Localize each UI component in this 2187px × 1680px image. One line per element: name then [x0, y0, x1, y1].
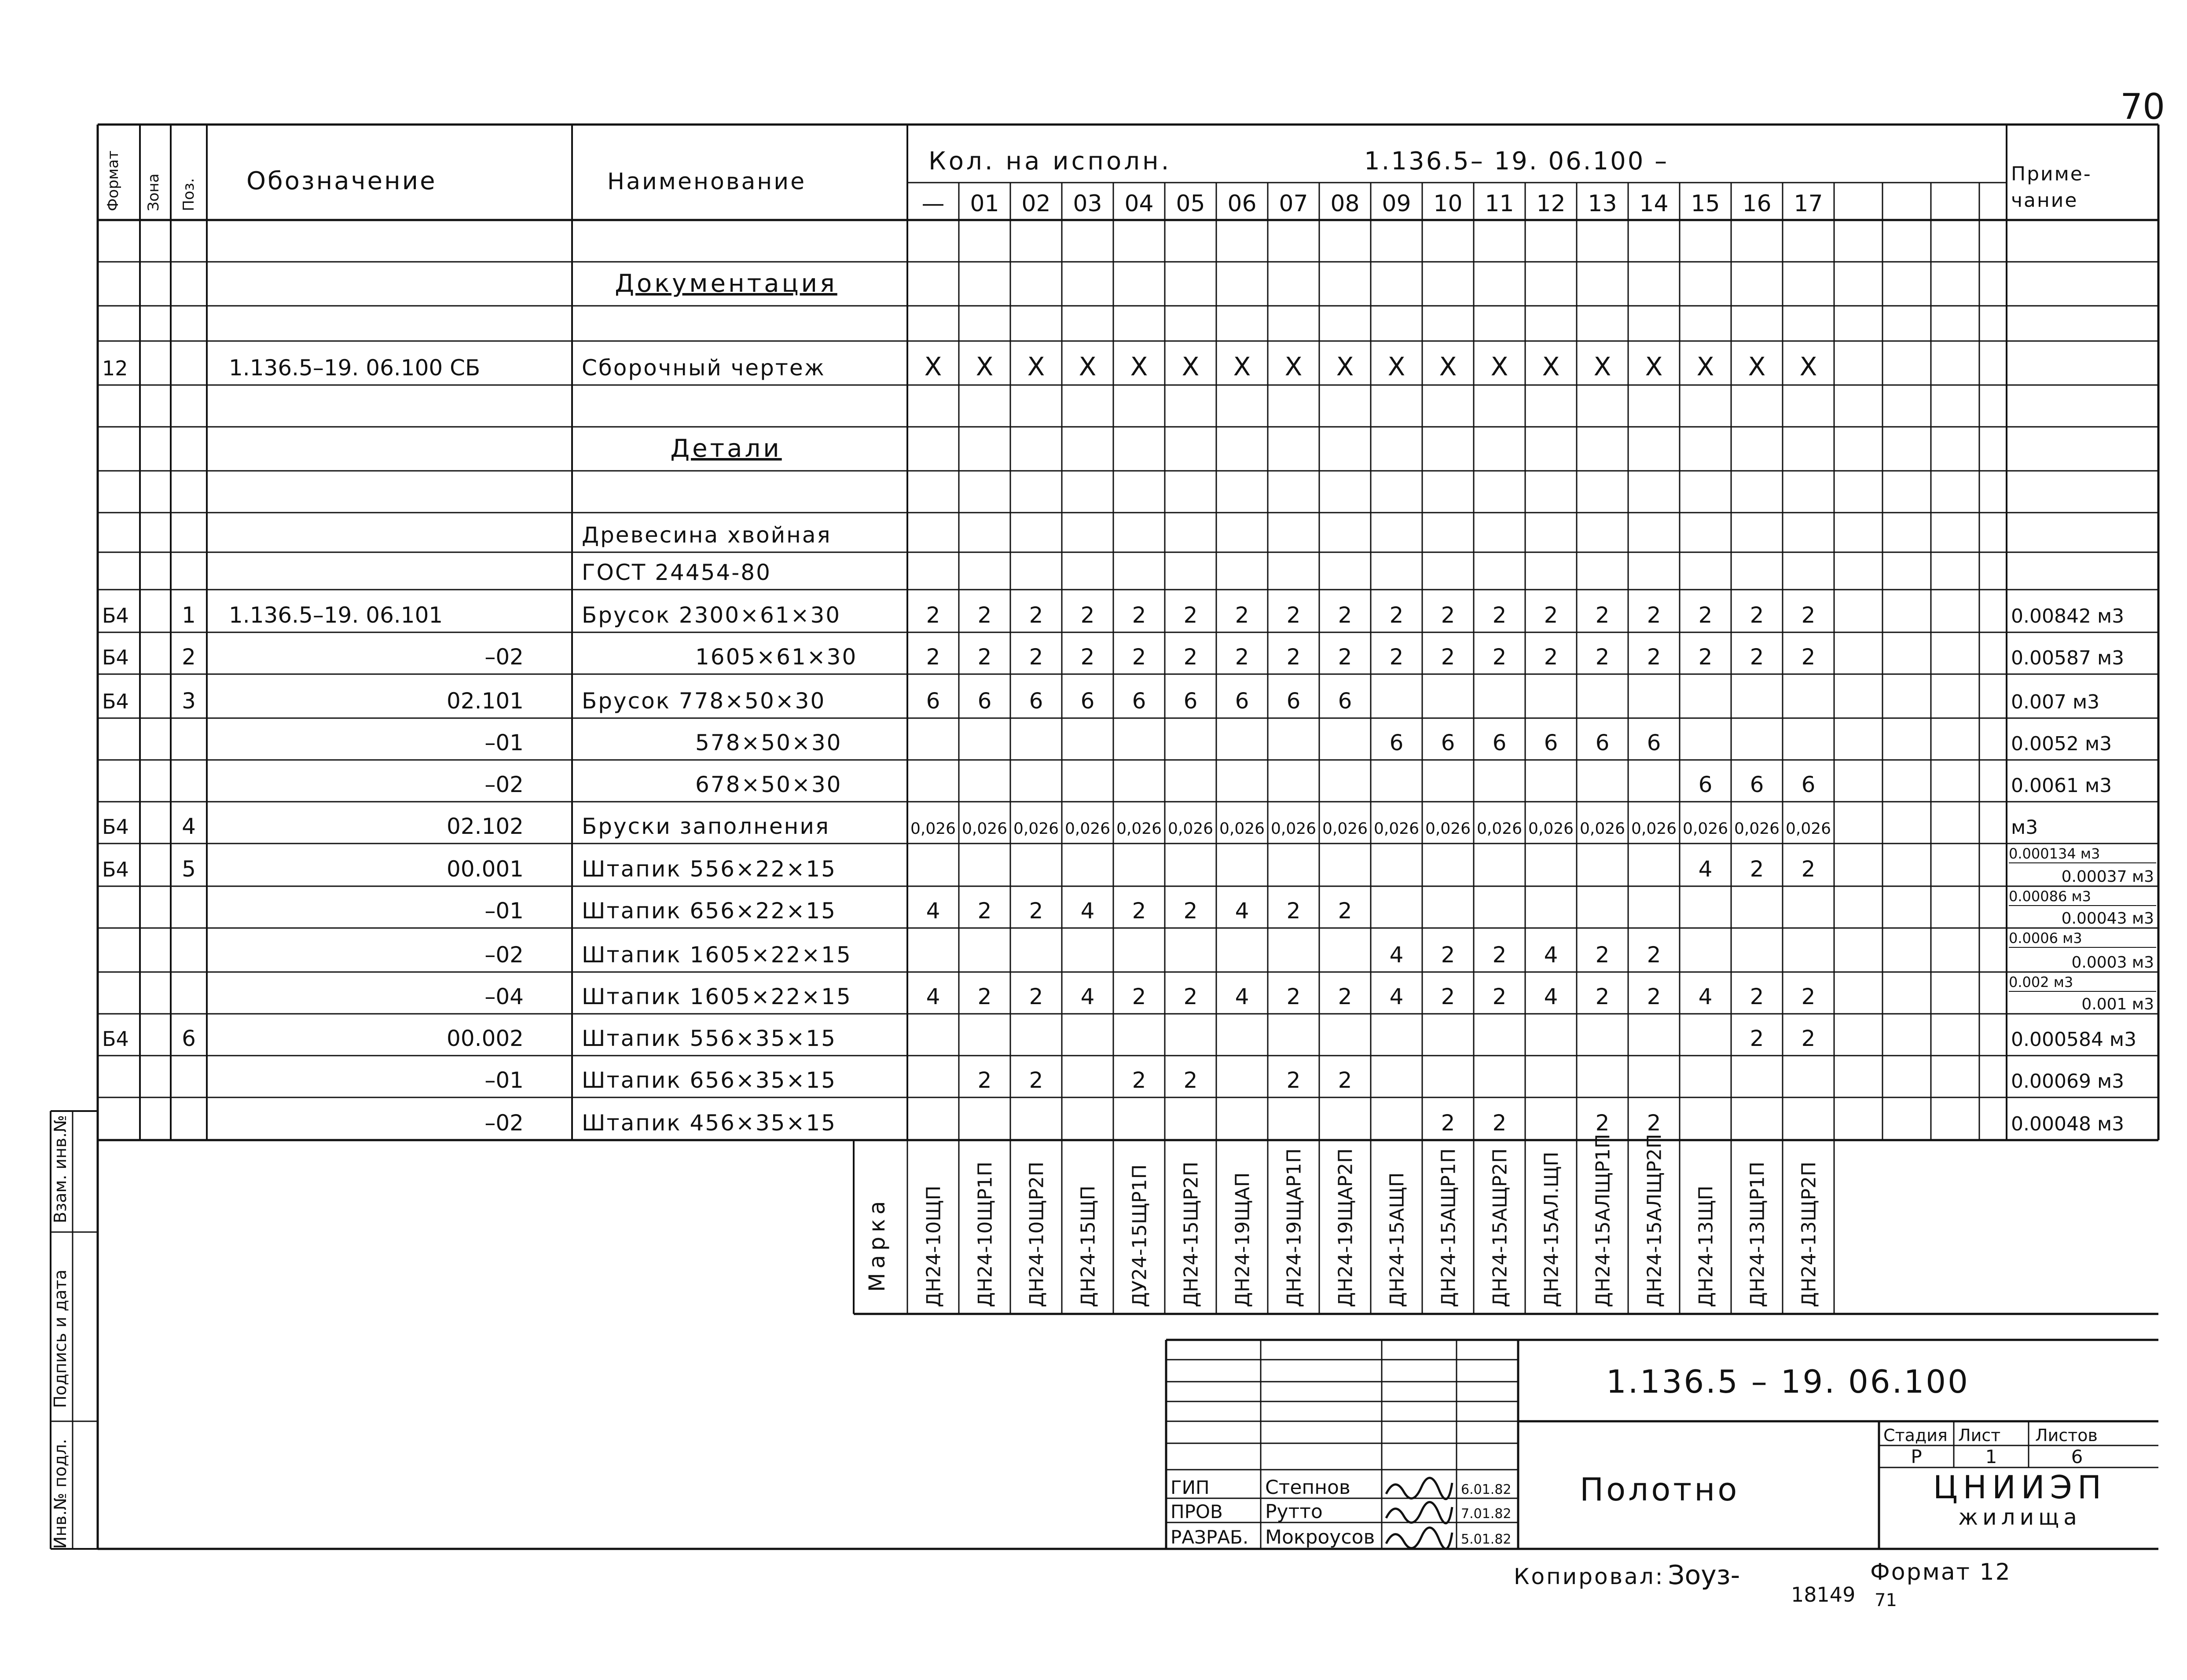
- qty-cell: 0,026: [1322, 820, 1368, 838]
- qty-cell: 2: [1647, 942, 1661, 968]
- header-format: Формат: [104, 150, 122, 211]
- qty-cell: X: [1799, 352, 1817, 381]
- qty-cell: 2: [1183, 602, 1198, 628]
- variant-header: 17: [1794, 191, 1823, 217]
- qty-cell: 0,026: [1631, 820, 1677, 838]
- row-designation: 00.002: [447, 1026, 524, 1051]
- row-designation: –02: [484, 772, 524, 797]
- row-name: Древесина хвойная: [582, 522, 832, 548]
- qty-cell: 2: [1183, 644, 1198, 670]
- marka-value: ДН24-15АЛЩР1П: [1592, 1133, 1615, 1307]
- row-designation: –01: [484, 898, 524, 924]
- qty-cell: 6: [1029, 688, 1043, 714]
- variant-header: 02: [1021, 191, 1051, 217]
- row-format: Б4: [102, 1027, 129, 1051]
- margin-label: Подпись и дата: [51, 1269, 70, 1408]
- row-name: 578×50×30: [695, 730, 842, 756]
- qty-cell: 6: [1492, 730, 1507, 756]
- qty-cell: 4: [1235, 984, 1249, 1009]
- qty-cell: X: [1079, 352, 1097, 381]
- qty-cell: 2: [1492, 644, 1507, 670]
- qty-cell: 2: [1595, 1110, 1610, 1136]
- staff-date: 5.01.82: [1461, 1532, 1512, 1547]
- qty-cell: 2: [1595, 942, 1610, 968]
- marka-value: ДН24-13ЩП: [1695, 1185, 1717, 1307]
- row-designation: 02.102: [447, 814, 524, 839]
- variant-header: 04: [1124, 191, 1154, 217]
- qty-cell: 6: [977, 688, 992, 714]
- row-designation: –02: [484, 1110, 524, 1136]
- qty-cell: 2: [1647, 644, 1661, 670]
- signature-icon: [1386, 1528, 1452, 1549]
- qty-cell: 2: [1750, 602, 1764, 628]
- row-format: Б4: [102, 815, 129, 839]
- qty-cell: 6: [1595, 730, 1610, 756]
- qty-cell: 2: [977, 898, 992, 924]
- row-note: 0.0052 м3: [2011, 733, 2112, 755]
- qty-cell: 2: [1595, 644, 1610, 670]
- qty-cell: X: [1645, 352, 1663, 381]
- qty-cell: 2: [1338, 602, 1352, 628]
- qty-cell: 2: [1029, 898, 1043, 924]
- qty-cell: 6: [1338, 688, 1352, 714]
- row-pos: 4: [182, 814, 196, 839]
- footer-copied-sign: Зоуз-: [1668, 1560, 1740, 1591]
- marka-value: ДН24-15ЩП: [1077, 1185, 1100, 1307]
- qty-cell: 0,026: [1734, 820, 1780, 838]
- qty-cell: 2: [1492, 984, 1507, 1009]
- row-name: 1605×61×30: [695, 644, 858, 670]
- title-sheets-label: Листов: [2035, 1426, 2098, 1445]
- qty-cell: 2: [1750, 1026, 1764, 1051]
- qty-cell: X: [1490, 352, 1508, 381]
- row-designation: 02.101: [447, 688, 524, 714]
- row-note: 0.0061 м3: [2011, 774, 2112, 797]
- row-note-lower: 0.0003 м3: [2071, 954, 2154, 972]
- row-name: Бруски заполнения: [582, 814, 830, 839]
- qty-cell: 2: [1801, 984, 1816, 1009]
- qty-cell: X: [1696, 352, 1714, 381]
- qty-cell: 6: [926, 688, 940, 714]
- marka-value: ДН24-15АЩР1П: [1437, 1148, 1460, 1307]
- variant-header: 13: [1588, 191, 1617, 217]
- staff-name: Мокроусов: [1265, 1526, 1375, 1548]
- variant-header: 16: [1742, 191, 1772, 217]
- staff-role: ПРОВ: [1171, 1501, 1223, 1522]
- marka-value: ДН24-19ЩАР1П: [1283, 1148, 1306, 1307]
- qty-cell: 0,026: [1116, 820, 1162, 838]
- row-name: ГОСТ 24454-80: [582, 560, 771, 585]
- row-designation: –02: [484, 644, 524, 670]
- row-note: 0.00069 м3: [2011, 1070, 2125, 1093]
- header-designation: Обозначение: [246, 167, 437, 195]
- qty-cell: X: [1748, 352, 1766, 381]
- signature-icon: [1386, 1478, 1452, 1499]
- qty-cell: 2: [1389, 644, 1404, 670]
- org-name: ЦНИИЭП: [1933, 1469, 2107, 1506]
- qty-cell: 2: [1441, 942, 1455, 968]
- qty-cell: 2: [1750, 984, 1764, 1009]
- variant-header: 08: [1330, 191, 1360, 217]
- qty-cell: X: [1439, 352, 1457, 381]
- qty-cell: 0,026: [1064, 820, 1111, 838]
- qty-cell: 2: [1183, 1067, 1198, 1093]
- section-title: Детали: [670, 434, 782, 463]
- qty-cell: 6: [1698, 772, 1713, 797]
- row-note-upper: 0.000134 м3: [2009, 845, 2100, 862]
- qty-cell: 2: [1286, 644, 1301, 670]
- qty-cell: 2: [1750, 856, 1764, 882]
- qty-cell: 0,026: [1579, 820, 1626, 838]
- header-note: чание: [2011, 189, 2078, 212]
- qty-cell: 2: [1132, 644, 1146, 670]
- marka-value: ДН24-19ЩАП: [1231, 1172, 1254, 1307]
- qty-cell: X: [1027, 352, 1045, 381]
- qty-cell: X: [1233, 352, 1251, 381]
- row-note-upper: 0.00086 м3: [2009, 888, 2091, 905]
- title-stage: Р: [1911, 1446, 1922, 1467]
- row-note: 0.00587 м3: [2011, 647, 2125, 669]
- qty-cell: 2: [977, 1067, 992, 1093]
- title-name: Полотно: [1580, 1471, 1740, 1508]
- qty-cell: 2: [1338, 644, 1352, 670]
- qty-cell: 2: [1029, 1067, 1043, 1093]
- org-subtitle: жилища: [1958, 1504, 2081, 1530]
- footer-format: Формат 12: [1870, 1559, 2011, 1585]
- qty-cell: 2: [1080, 644, 1095, 670]
- row-note-upper: 0.0006 м3: [2009, 930, 2082, 946]
- header-zone: Зона: [145, 173, 162, 211]
- qty-cell: 0,026: [1425, 820, 1471, 838]
- qty-cell: 2: [977, 602, 992, 628]
- variant-header: 01: [970, 191, 999, 217]
- qty-cell: 0,026: [1013, 820, 1059, 838]
- row-note-lower: 0.00037 м3: [2061, 868, 2154, 886]
- marka-value: ДН24-10ЩР1П: [974, 1161, 997, 1307]
- qty-cell: 4: [1080, 984, 1095, 1009]
- row-pos: 2: [182, 644, 196, 670]
- qty-cell: 2: [1750, 644, 1764, 670]
- qty-cell: 2: [1492, 942, 1507, 968]
- qty-cell: 6: [1544, 730, 1558, 756]
- title-sheets: 6: [2071, 1446, 2083, 1467]
- row-note: м3: [2011, 816, 2038, 839]
- row-format: Б4: [102, 858, 129, 881]
- qty-cell: 4: [926, 984, 940, 1009]
- marka-value: ДН24-13ЩР2П: [1798, 1161, 1820, 1307]
- row-pos: 5: [182, 856, 196, 882]
- variant-header: 03: [1073, 191, 1102, 217]
- row-note: 0.00842 м3: [2011, 605, 2125, 627]
- variant-header: —: [921, 191, 945, 217]
- row-note-lower: 0.00043 м3: [2061, 910, 2154, 928]
- row-note: 0.00048 м3: [2011, 1113, 2125, 1135]
- qty-cell: 4: [1080, 898, 1095, 924]
- qty-cell: 2: [1441, 1110, 1455, 1136]
- qty-cell: 0,026: [1219, 820, 1265, 838]
- qty-cell: 2: [1595, 984, 1610, 1009]
- marka-value: ДН24-10ЩП: [922, 1185, 945, 1307]
- marka-value: ДН24-15АЩП: [1386, 1172, 1409, 1307]
- title-stage-label: Стадия: [1883, 1426, 1948, 1445]
- qty-cell: 4: [1698, 856, 1713, 882]
- qty-cell: 6: [1132, 688, 1146, 714]
- qty-cell: X: [1130, 352, 1148, 381]
- row-designation: 1.136.5–19. 06.100 СБ: [229, 355, 481, 381]
- row-format: Б4: [102, 604, 129, 627]
- qty-cell: 0,026: [910, 820, 956, 838]
- variant-header: 07: [1279, 191, 1308, 217]
- qty-cell: 2: [1647, 1110, 1661, 1136]
- row-note: 0.000584 м3: [2011, 1028, 2137, 1051]
- qty-cell: 2: [1801, 856, 1816, 882]
- header-note: Приме-: [2011, 163, 2092, 185]
- row-format: Б4: [102, 646, 129, 669]
- qty-cell: 2: [1286, 898, 1301, 924]
- qty-cell: 2: [1132, 898, 1146, 924]
- marka-value: ДН24-10ЩР2П: [1025, 1161, 1048, 1307]
- qty-cell: X: [1387, 352, 1405, 381]
- variant-header: 10: [1433, 191, 1463, 217]
- qty-cell: 2: [1544, 602, 1558, 628]
- qty-cell: 2: [1441, 984, 1455, 1009]
- qty-cell: 2: [1029, 984, 1043, 1009]
- qty-cell: 2: [1235, 602, 1249, 628]
- qty-cell: 2: [1286, 1067, 1301, 1093]
- marka-value: ДН24-15АЛЩР2П: [1643, 1133, 1666, 1307]
- qty-cell: 2: [926, 602, 940, 628]
- qty-cell: 0,026: [1167, 820, 1214, 838]
- margin-label: Взам. инв.№: [51, 1115, 70, 1223]
- qty-cell: X: [976, 352, 994, 381]
- row-name: Штапик 456×35×15: [582, 1110, 837, 1136]
- qty-cell: 2: [1338, 898, 1352, 924]
- variant-header: 06: [1227, 191, 1257, 217]
- qty-cell: 2: [1698, 644, 1713, 670]
- variant-header: 11: [1485, 191, 1514, 217]
- row-name: Штапик 556×35×15: [582, 1026, 837, 1051]
- staff-name: Степнов: [1265, 1476, 1350, 1499]
- row-designation: –01: [484, 730, 524, 756]
- qty-cell: 0,026: [1785, 820, 1831, 838]
- qty-cell: 6: [1801, 772, 1816, 797]
- qty-cell: 2: [1235, 644, 1249, 670]
- row-designation: –04: [484, 984, 524, 1009]
- row-name: Брусок 778×50×30: [582, 688, 826, 714]
- row-format: Б4: [102, 690, 129, 713]
- marka-value: ДУ24-15ЩР1П: [1128, 1164, 1151, 1307]
- row-pos: 3: [182, 688, 196, 714]
- qty-cell: 2: [1544, 644, 1558, 670]
- staff-date: 6.01.82: [1461, 1482, 1512, 1497]
- qty-cell: 2: [1492, 602, 1507, 628]
- header-pos: Поз.: [180, 178, 198, 211]
- table-content: [51, 86, 2165, 1610]
- variant-header: 05: [1176, 191, 1205, 217]
- qty-cell: 2: [1595, 602, 1610, 628]
- qty-cell: 0,026: [961, 820, 1008, 838]
- qty-cell: 0,026: [1270, 820, 1317, 838]
- header-qty-designation: 1.136.5– 19. 06.100 –: [1364, 147, 1669, 176]
- row-name: Штапик 1605×22×15: [582, 984, 852, 1009]
- qty-cell: 6: [1080, 688, 1095, 714]
- marka-value: ДН24-19ЩАР2П: [1334, 1148, 1357, 1307]
- qty-cell: 4: [926, 898, 940, 924]
- qty-cell: 6: [1750, 772, 1764, 797]
- title-sheet: 1: [1985, 1446, 1997, 1467]
- qty-cell: 4: [1235, 898, 1249, 924]
- marka-value: ДН24-15АЛ.ЩП: [1540, 1152, 1563, 1307]
- staff-role: ГИП: [1171, 1477, 1210, 1498]
- marka-value: ДН24-15АЩР2П: [1489, 1148, 1512, 1307]
- qty-cell: 2: [977, 984, 992, 1009]
- qty-cell: 4: [1389, 984, 1404, 1009]
- row-note: 0.007 м3: [2011, 691, 2100, 713]
- qty-cell: 2: [1286, 602, 1301, 628]
- qty-cell: 6: [1183, 688, 1198, 714]
- qty-cell: 2: [1492, 1110, 1507, 1136]
- marka-label: Марка: [864, 1196, 890, 1292]
- staff-date: 7.01.82: [1461, 1506, 1512, 1522]
- title-sheet-label: Лист: [1958, 1426, 2001, 1445]
- row-designation: –01: [484, 1067, 524, 1093]
- qty-cell: 6: [1389, 730, 1404, 756]
- row-format: 12: [102, 356, 128, 380]
- row-name: Сборочный чертеж: [582, 355, 826, 381]
- footer-number: 18149: [1791, 1583, 1856, 1607]
- qty-cell: 4: [1698, 984, 1713, 1009]
- staff-name: Рутто: [1265, 1500, 1323, 1523]
- qty-cell: 0,026: [1528, 820, 1574, 838]
- footer-number2: 71: [1875, 1590, 1897, 1610]
- qty-cell: 2: [1647, 984, 1661, 1009]
- qty-cell: 2: [1286, 984, 1301, 1009]
- footer-copied-label: Копировал:: [1514, 1564, 1665, 1589]
- qty-cell: 2: [1132, 602, 1146, 628]
- qty-cell: X: [1542, 352, 1560, 381]
- qty-cell: X: [1182, 352, 1200, 381]
- row-designation: 00.001: [447, 856, 524, 882]
- row-designation: –02: [484, 942, 524, 968]
- qty-cell: 2: [1801, 602, 1816, 628]
- qty-cell: 2: [1029, 644, 1043, 670]
- row-note-lower: 0.001 м3: [2081, 995, 2154, 1013]
- row-note-upper: 0.002 м3: [2009, 974, 2073, 990]
- margin-label: Инв.№ подл.: [51, 1438, 70, 1549]
- qty-cell: 2: [1183, 898, 1198, 924]
- qty-cell: 2: [977, 644, 992, 670]
- row-name: 678×50×30: [695, 772, 842, 797]
- qty-cell: 6: [1647, 730, 1661, 756]
- row-pos: 1: [182, 602, 196, 628]
- qty-cell: 2: [1338, 1067, 1352, 1093]
- header-qty-label: Кол. на исполн.: [928, 147, 1172, 176]
- row-pos: 6: [182, 1026, 196, 1051]
- qty-cell: 2: [1441, 644, 1455, 670]
- qty-cell: 4: [1389, 942, 1404, 968]
- qty-cell: 2: [1801, 1026, 1816, 1051]
- qty-cell: X: [1284, 352, 1303, 381]
- marka-value: ДН24-13ЩР1П: [1746, 1161, 1769, 1307]
- section-title: Документация: [615, 269, 837, 298]
- title-designation: 1.136.5 – 19. 06.100: [1606, 1363, 1970, 1400]
- qty-cell: 0,026: [1682, 820, 1728, 838]
- qty-cell: 6: [1286, 688, 1301, 714]
- signature-icon: [1386, 1502, 1452, 1523]
- qty-cell: 2: [1132, 1067, 1146, 1093]
- header-name: Наименование: [607, 169, 807, 195]
- variant-header: 12: [1536, 191, 1566, 217]
- qty-cell: X: [924, 352, 942, 381]
- qty-cell: 4: [1544, 942, 1558, 968]
- row-name: Штапик 1605×22×15: [582, 942, 852, 968]
- qty-cell: 0,026: [1476, 820, 1523, 838]
- variant-header: 14: [1639, 191, 1669, 217]
- row-name: Штапик 656×22×15: [582, 898, 837, 924]
- qty-cell: X: [1593, 352, 1611, 381]
- row-name: Штапик 656×35×15: [582, 1067, 837, 1093]
- marka-value: ДН24-15ЩР2П: [1180, 1161, 1203, 1307]
- qty-cell: 2: [1441, 602, 1455, 628]
- qty-cell: 2: [1338, 984, 1352, 1009]
- qty-cell: X: [1336, 352, 1354, 381]
- qty-cell: 2: [1183, 984, 1198, 1009]
- row-name: Штапик 556×22×15: [582, 856, 837, 882]
- qty-cell: 6: [1441, 730, 1455, 756]
- variant-header: 09: [1382, 191, 1411, 217]
- staff-role: РАЗРАБ.: [1171, 1526, 1249, 1548]
- qty-cell: 0,026: [1373, 820, 1420, 838]
- qty-cell: 2: [1389, 602, 1404, 628]
- page-number: 70: [2120, 86, 2165, 127]
- qty-cell: 2: [1080, 602, 1095, 628]
- qty-cell: 6: [1235, 688, 1249, 714]
- row-name: Брусок 2300×61×30: [582, 602, 841, 628]
- qty-cell: 2: [1698, 602, 1713, 628]
- qty-cell: 2: [1801, 644, 1816, 670]
- variant-header: 15: [1691, 191, 1720, 217]
- qty-cell: 2: [1647, 602, 1661, 628]
- row-designation: 1.136.5–19. 06.101: [229, 602, 443, 628]
- qty-cell: 2: [926, 644, 940, 670]
- qty-cell: 4: [1544, 984, 1558, 1009]
- qty-cell: 2: [1132, 984, 1146, 1009]
- qty-cell: 2: [1029, 602, 1043, 628]
